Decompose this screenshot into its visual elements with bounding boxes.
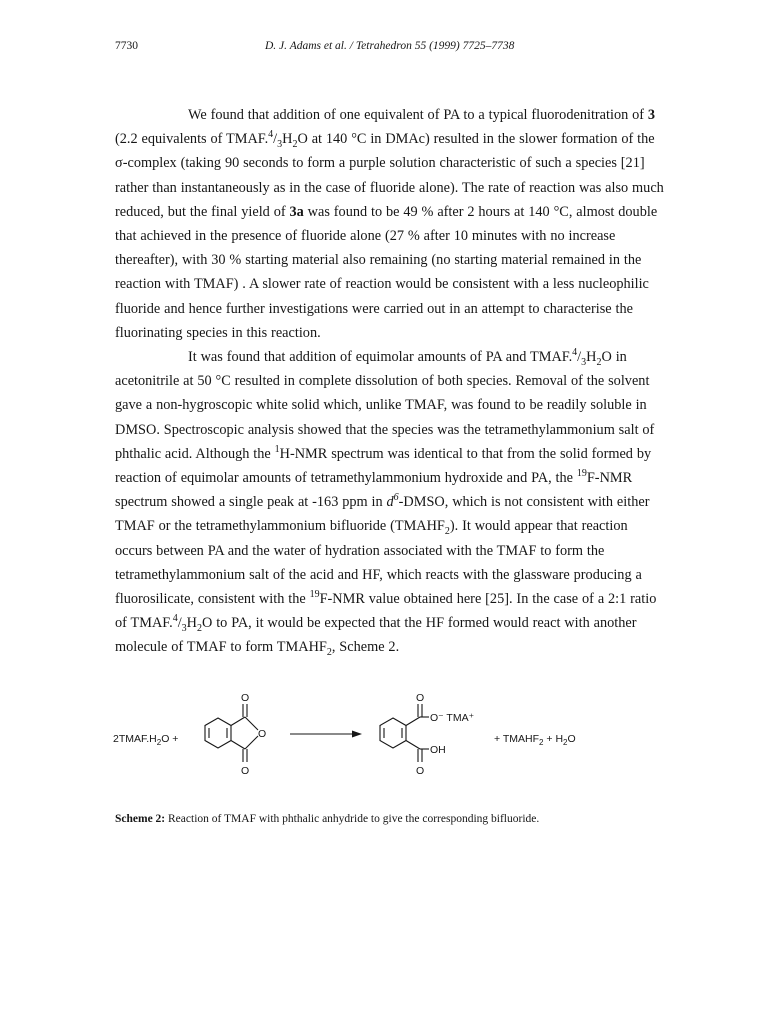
compound-ref: 3a — [289, 203, 304, 220]
anhydride-ring-oxygen: O — [258, 728, 267, 740]
paragraph-1 — [115, 103, 664, 345]
nmr-term: $^1$H-NMR — [274, 444, 328, 462]
scheme-caption — [115, 813, 539, 825]
hydroxyl-label: OH — [430, 744, 446, 756]
compound-ref: 3 — [647, 107, 656, 123]
product-carbonyl-oxygen-bottom: O — [416, 765, 425, 777]
phthalic-anhydride-structure — [205, 704, 258, 762]
carboxylate-tma-label: O⁻ TMA⁺ — [430, 712, 475, 724]
text-line: of $TMAF.^4/_3H_2O$ to PA, it would be expected that the HF formed would react with another — [115, 613, 637, 635]
text-line: that achieved in the presence of fluoride alone (27 % after 10 minutes with no increase — [115, 228, 616, 245]
text-line: reduced, but the final yield of 3a was found to be 49 % after 2 hours at 140 °C, almost double — [115, 203, 658, 220]
text-line: molecule of TMAF to form $TMAHF_2$, Scheme 2. — [115, 639, 400, 659]
body-text — [115, 103, 664, 660]
reaction-arrow — [290, 731, 362, 738]
chem-formula: $^4/_3H_2O$ — [572, 347, 612, 368]
text-line: DMSO. Spectroscopic analysis showed that the species was the tetramethylammonium salt of — [115, 421, 655, 438]
caption-text: Reaction of TMAF with phthalic anhydride to give the corresponding bifluoride. — [168, 813, 540, 825]
text-line: reaction of equimolar amounts of tetramethylammonium hydroxide and PA, the $^{19}$F-NMR — [115, 468, 633, 487]
nmr-term: $^{19}$F-NMR — [576, 468, 633, 487]
chem-formula: $^4/_3H_2O$ — [268, 129, 308, 151]
text-line: It was found that addition of equimolar amounts of PA and $TMAF.^4/_3H_2O$ in — [188, 347, 627, 368]
text-line: σ-complex (taking 90 seconds to form a purple solution characteristic of such a species [21] — [115, 155, 645, 172]
anhydride-carbonyl-oxygen-bottom: O — [241, 765, 250, 777]
text-line: fluorosilicate, consistent with the $^{19}$F-NMR value obtained here [25]. In the case of a 2:1 ratio — [115, 589, 657, 608]
text-line: We found that addition of one equivalent of PA to a typical fluorodenitration of 3 — [188, 107, 656, 123]
nmr-term: $^{19}$F-NMR — [309, 589, 365, 608]
text-line: spectrum showed a single peak at -163 ppm in $d^6$-DMSO, which is not consistent with either — [115, 492, 650, 511]
running-head: D. J. Adams et al. / Tetrahedron 55 (1999) 7725–7738 — [265, 40, 515, 52]
product-carbonyl-oxygen-top: O — [416, 692, 425, 704]
phthalate-salt-structure — [380, 704, 429, 762]
paragraph-2 — [115, 345, 661, 660]
coproducts-label: + $TMAHF_2 + H_2O$ — [494, 733, 576, 747]
text-line: rather than instantaneously as in the case of fluoride alone). The rate of reaction was also much — [115, 179, 664, 196]
text-line: fluoride and hence further investigations were carried out in an attempt to characterise the — [115, 300, 633, 317]
text-line: gave a non-hygroscopic white solid which, unlike TMAF, was found to be readily soluble in — [115, 397, 647, 414]
anhydride-carbonyl-oxygen-top: O — [241, 692, 250, 704]
solvent-label: $d^6$ — [386, 492, 399, 511]
text-line: (2.2 equivalents of $TMAF.^4/_3H_2O$ at 140 °C in DMAc) resulted in the slower formation of the — [115, 129, 655, 151]
text-line: thereafter), with 30 % starting material also remaining (no starting material remained in the — [115, 252, 642, 269]
text-line: phthalic acid. Although the $^1$H-NMR spectrum was identical to that from the solid formed by — [115, 444, 652, 462]
text-line: tetramethylammonium salt of the acid and HF, which reacts with the glassware producing a — [115, 566, 642, 583]
chem-formula: $^4/_3H_2O$ — [172, 613, 213, 635]
text-line: reaction with TMAF) . A slower rate of reaction would be consistent with a less nucleophilic — [115, 276, 649, 293]
text-line: acetonitrile at 50 °C resulted in complete dissolution of both species. Removal of the solvent — [115, 373, 650, 390]
text-line: TMAF or the tetramethylammonium bifluoride $(TMAHF_2)$. It would appear that reaction — [115, 518, 628, 538]
text-line: fluorinating species in this reaction. — [115, 324, 321, 341]
page-header — [115, 40, 655, 58]
caption-label: Scheme 2: — [115, 813, 166, 825]
reaction-scheme — [100, 690, 700, 805]
reagent-label: $2TMAF.H_2O$ + — [113, 733, 179, 747]
text-line: occurs between PA and the water of hydration associated with the TMAF to form the — [115, 542, 605, 559]
page-number: 7730 — [115, 40, 138, 52]
